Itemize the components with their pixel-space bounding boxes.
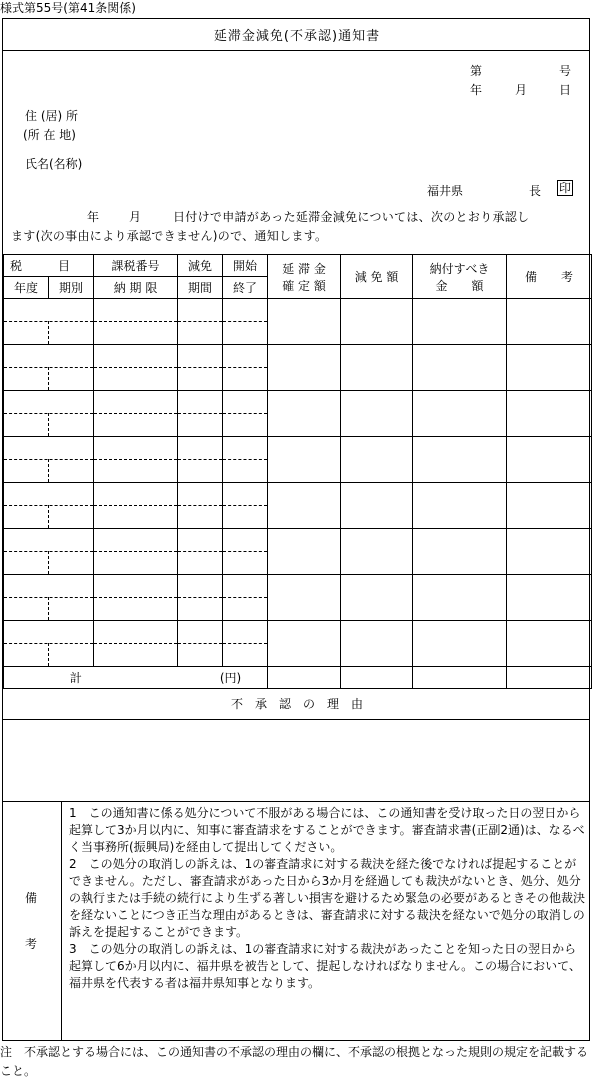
cell-genmengaku [341, 621, 413, 667]
cell-genmen [178, 345, 223, 391]
note-item-1: 1 この通知書に係る処分について不服がある場合には、この通知書を受け取った日の翌日から起算して3か月以内に、知事に審査請求をすることができます。審査請求書(正副2通)は、なるべく当事務所(振興局)を経由して提出してください。 [69, 806, 585, 854]
table-row [4, 299, 592, 345]
cell-zeimoku [4, 437, 94, 483]
body-month: 月 [129, 210, 142, 224]
cell-kazei [94, 621, 178, 667]
cell-entaikin [268, 529, 341, 575]
cell-genmengaku [341, 299, 413, 345]
address-label: 住 (居) 所 [25, 109, 78, 123]
cell-genmengaku [341, 391, 413, 437]
cell-genmen [178, 391, 223, 437]
issuer-pref: 福井県 [427, 184, 464, 198]
cell-zeimoku [4, 621, 94, 667]
cell-genmen [178, 483, 223, 529]
header-kikan: 期間 [178, 277, 223, 299]
cell-entaikin [268, 483, 341, 529]
date-month: 月 [515, 83, 528, 97]
header-kazei-no: 課税番号 [94, 255, 178, 277]
cell-biko [507, 391, 592, 437]
notes-list [69, 805, 587, 992]
cell-kaishi [223, 345, 268, 391]
cell-entaikin [268, 391, 341, 437]
header-zeimoku: 税 目 [4, 255, 94, 277]
cell-nofu [413, 437, 507, 483]
total-nofu [413, 667, 507, 689]
table-row [4, 575, 592, 621]
cell-nofu [413, 483, 507, 529]
cell-biko [507, 299, 592, 345]
date-day: 日 [559, 83, 572, 97]
reason-field [3, 720, 591, 800]
cell-genmen [178, 621, 223, 667]
cell-genmengaku [341, 437, 413, 483]
cell-entaikin [268, 575, 341, 621]
table-row [4, 483, 592, 529]
notice-form [2, 18, 590, 1041]
cell-zeimoku [4, 391, 94, 437]
cell-entaikin [268, 437, 341, 483]
form-label: 様式第55号(第41条関係) [0, 1, 136, 15]
note-item-2: 2 この処分の取消しの訴えは、1の審査請求に対する裁決を経た後でなければ提起することができません。ただし、審査請求があった日から3か月を経過しても裁決がないとき、処分、処分の執行または手続の続行により生ずる著しい損害を避けるため緊急の必要があるときその他裁決を経ないことにつき正当な理由があるときは、審査請求に対する裁決を経ないで処分の取消しの訴えを提起することができます。 [69, 857, 586, 939]
doc-no-go: 号 [559, 64, 572, 78]
cell-kazei [94, 483, 178, 529]
footnote: 注 不承認とする場合には、この通知書の不承認の理由の欄に、不承認の根拠となった規則の規定を記載すること。 [0, 1045, 589, 1078]
cell-biko [507, 483, 592, 529]
address-label-2: (所 在 地) [23, 128, 76, 142]
header-entaikin: 延 滞 金 確 定 額 [268, 255, 341, 299]
tax-table [3, 254, 592, 689]
header-biko: 備 考 [507, 255, 592, 299]
notes-label-2: 考 [25, 937, 38, 951]
cell-zeimoku [4, 299, 94, 345]
cell-entaikin [268, 299, 341, 345]
cell-genmen [178, 529, 223, 575]
cell-nofu [413, 529, 507, 575]
cell-entaikin [268, 621, 341, 667]
header-kibetsu: 期別 [49, 277, 94, 299]
header-kaishi: 開始 [223, 255, 268, 277]
body-text-2: ます(次の事由により承認できません)ので、通知します。 [11, 229, 328, 243]
cell-zeimoku [4, 575, 94, 621]
cell-kaishi [223, 575, 268, 621]
cell-biko [507, 345, 592, 391]
total-entaikin [268, 667, 341, 689]
cell-genmengaku [341, 529, 413, 575]
cell-zeimoku [4, 345, 94, 391]
issuer-cho: 長 [529, 184, 542, 198]
cell-kaishi [223, 621, 268, 667]
cell-kazei [94, 437, 178, 483]
cell-genmengaku [341, 345, 413, 391]
cell-biko [507, 621, 592, 667]
cell-kaishi [223, 391, 268, 437]
seal-mark: 印 [558, 181, 571, 195]
cell-genmengaku [341, 575, 413, 621]
cell-kaishi [223, 299, 268, 345]
cell-nofu [413, 345, 507, 391]
table-row [4, 529, 592, 575]
table-row [4, 621, 592, 667]
header-shuryo: 終了 [223, 277, 268, 299]
cell-zeimoku [4, 529, 94, 575]
total-biko [507, 667, 592, 689]
note-item-3: 3 この処分の取消しの訴えは、1の審査請求に対する裁決があったことを知った日の翌日から起算して6か月以内に、福井県を被告として、提起しなければなりません。この場合において、福井県を代表する者は福井県知事となります。 [69, 942, 581, 990]
cell-nofu [413, 299, 507, 345]
cell-nofu [413, 575, 507, 621]
name-label: 氏名(名称) [25, 157, 83, 171]
header-nendo: 年度 [4, 277, 49, 299]
reason-heading: 不 承 認 の 理 由 [230, 697, 363, 711]
cell-nofu [413, 621, 507, 667]
cell-kazei [94, 345, 178, 391]
cell-kazei [94, 575, 178, 621]
total-label-cell: 計 (円) [4, 667, 268, 689]
header-genmen: 減免 [178, 255, 223, 277]
cell-zeimoku [4, 483, 94, 529]
header-nofu: 納付すべき 金 額 [413, 255, 507, 299]
page-title: 延滞金減免(不承認)通知書 [213, 29, 381, 44]
cell-kazei [94, 391, 178, 437]
header-nofu-kigen: 納 期 限 [94, 277, 178, 299]
cell-genmen [178, 299, 223, 345]
date-year: 年 [470, 83, 483, 97]
body-year: 年 [87, 210, 100, 224]
cell-genmen [178, 575, 223, 621]
table-row [4, 391, 592, 437]
total-genmengaku [341, 667, 413, 689]
table-row [4, 345, 592, 391]
cell-genmen [178, 437, 223, 483]
cell-kaishi [223, 483, 268, 529]
cell-nofu [413, 391, 507, 437]
cell-entaikin [268, 345, 341, 391]
cell-biko [507, 437, 592, 483]
cell-kazei [94, 529, 178, 575]
cell-kaishi [223, 529, 268, 575]
notes-label-1: 備 [25, 891, 38, 905]
cell-kazei [94, 299, 178, 345]
cell-genmengaku [341, 483, 413, 529]
cell-biko [507, 529, 592, 575]
cell-biko [507, 575, 592, 621]
header-genmengaku: 減 免 額 [341, 255, 413, 299]
table-row [4, 437, 592, 483]
cell-kaishi [223, 437, 268, 483]
body-text-1: 日付けで申請があった延滞金減免については、次のとおり承認し [173, 210, 530, 224]
doc-no-dai: 第 [470, 64, 483, 78]
